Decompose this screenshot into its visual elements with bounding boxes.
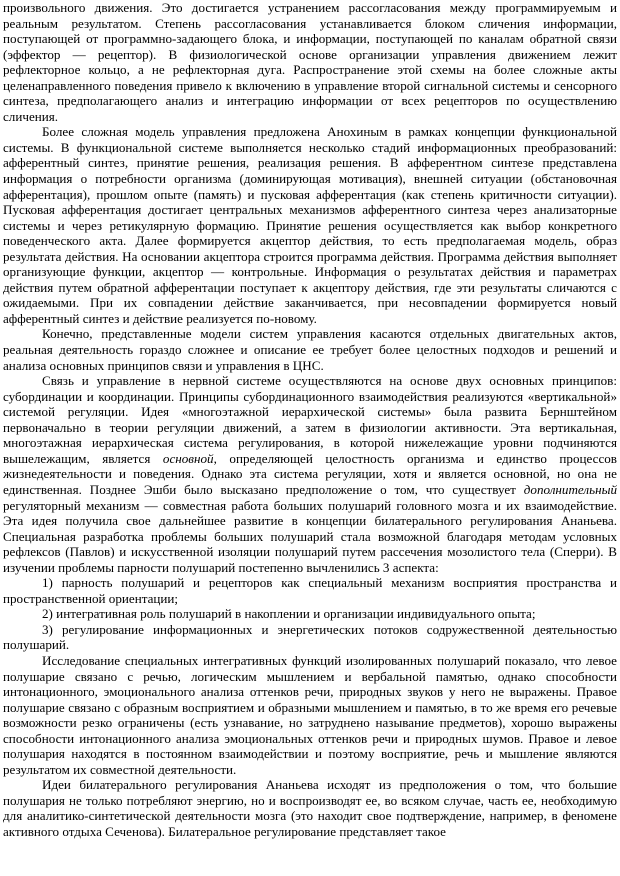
list-item-2: 2) интегративная роль полушарий в накоплении и организации индивидуального опыта; [42,606,536,622]
paragraph-3: Конечно, представленные модели систем управления касаются отдельных двигательных актов, реальная деятельность гораздо сложнее и описание ее требует более целостных подходов и решений и анализа основных принципов связи и управления в ЦНС. [3,326,617,373]
emphasis-osnovnoy: основной [162,450,214,466]
paragraph-5: Исследование специальных интегративных функций изолированных полушарий показало, что левое полушарие связано с речью, логическим мышлением и вербальной памятью, однако способности интонационного, эмоционального анализа оттенков речи, природных звуков у него не выражены. Правое полушарие связано с образным восприятием и образными мышлением и памятью, в то же время его речевые возможности резко ограничены (есть узнавание, но затруднено называние предметов), хорошо выражены способности интонационного анализа эмоциональных оттенков речи и природных шумов. Правое и левое полушария находятся в постоянном взаимодействии и поэтому восприятие, речь и мышление являются результатом их совместной деятельности. [3,652,617,777]
list-item-1: 1) парность полушарий и рецепторов как специальный механизм восприятия пространства и пространственной ориентации; [3,575,617,606]
paragraph-1: произвольного движения. Это достигается устранением рассогласования между программируемым и реальным результатом. Степень рассогласования устанавливается блоком сличения информации, поступающей от программно-задающего блока, и информации, поступающей по каналам обратной связи (эффектор — рецептор). В физиологической основе организации управления движением лежит рефлекторное кольцо, а не рефлекторная дуга. Распространение этой схемы на более сложные акты целенаправленного поведения привело к включению в управление второй сигнальной системы и сенсорного синтеза, предполагающего анализ и интеграцию информации от всех рецепторов по осуществлению сличения. [3,0,617,124]
paragraph-4-part-1: Связь и управление в нервной системе осуществляются на основе двух основных принципов: субординации и координации. Принципы субординационного взаимодействия реализуются «вертикальной» системой регуляции. Идея «многоэтажной иерархической системы» была развита Бернштейном первоначально в теории регуляции движений, а затем в физиологии активности. Эта вертикальная, многоэтажная иерархическая система регулирования, в которой нижележащие уровни подчиняются вышележащим, является [3,373,617,466]
paragraph-6: Идеи билатерального регулирования Ананьева исходят из предположения о том, что большие полушария не только потребляют энергию, но и воспроизводят ее, во всяком случае, часть ее, необходимую для аналитико-синтетической деятельности мозга (это находит свое подтверждение, например, в феномене активного отдыха Сеченова). Билатеральное регулирование представляет такое [3,777,617,839]
paragraph-4-part-2: , определяющей целостность организма и единство процессов жизнедеятельности и поведения. Однако эта система регуляции, хотя и является основной, но она не единственная. Позднее Эшби было высказано предположение о том, что существует [3,450,617,497]
emphasis-dopolnitelny: дополнительный [523,481,617,497]
paragraph-4-part-3: регуляторный механизм — совместная работа больших полушарий головного мозга и их взаимодействие. Эта идея получила свое дальнейшее развитие в концепции билатерального регулирования Ананьева. Специальная разработка проблемы больших полушарий стала возможной благодаря методам условных рефлексов (Павлов) и искусственной изоляции полушарий путем рассечения мозолистого тела (Сперри). В изучении проблемы парности полушарий постепенно вычленились 3 аспекта: [3,497,617,575]
paragraph-4 [3,373,617,575]
list-item-3: 3) регулирование информационных и энергетических потоков содружественной деятельностью полушарий. [3,621,617,653]
paragraph-2: Более сложная модель управления предложена Анохиным в рамках концепции функциональной системы. В функциональной системе выполняется несколько стадий информационных преобразований: афферентный синтез, принятие решения, реализация решения. В афферентном синтезе представлена информация о потребности организма (доминирующая мотивация), внешней ситуации (обстановочная афферентация), прошлом опыте (память) и пусковая афферентация (как степень критичности ситуации). Пусковая афферентация достигает центральных механизмов афферентного синтеза через анализаторные системы и через ретикулярную формацию. Принятие решения осуществляется как выбор конкретного поведенческого акта. Далее формируется акцептор действия, то есть предполагаемая модель, образ результата действия. На основании акцептора строится программа действия. Программа действия выполняет организующие функции, акцептор — контрольные. Информация о результатах действия и параметрах действия путем обратной афферентации поступает к акцептору действия, где эти результаты сличаются с ожидаемыми. При их совпадении действие заканчивается, при несовпадении формируется новый афферентный синтез и действие реализуется по-новому. [3,124,617,326]
